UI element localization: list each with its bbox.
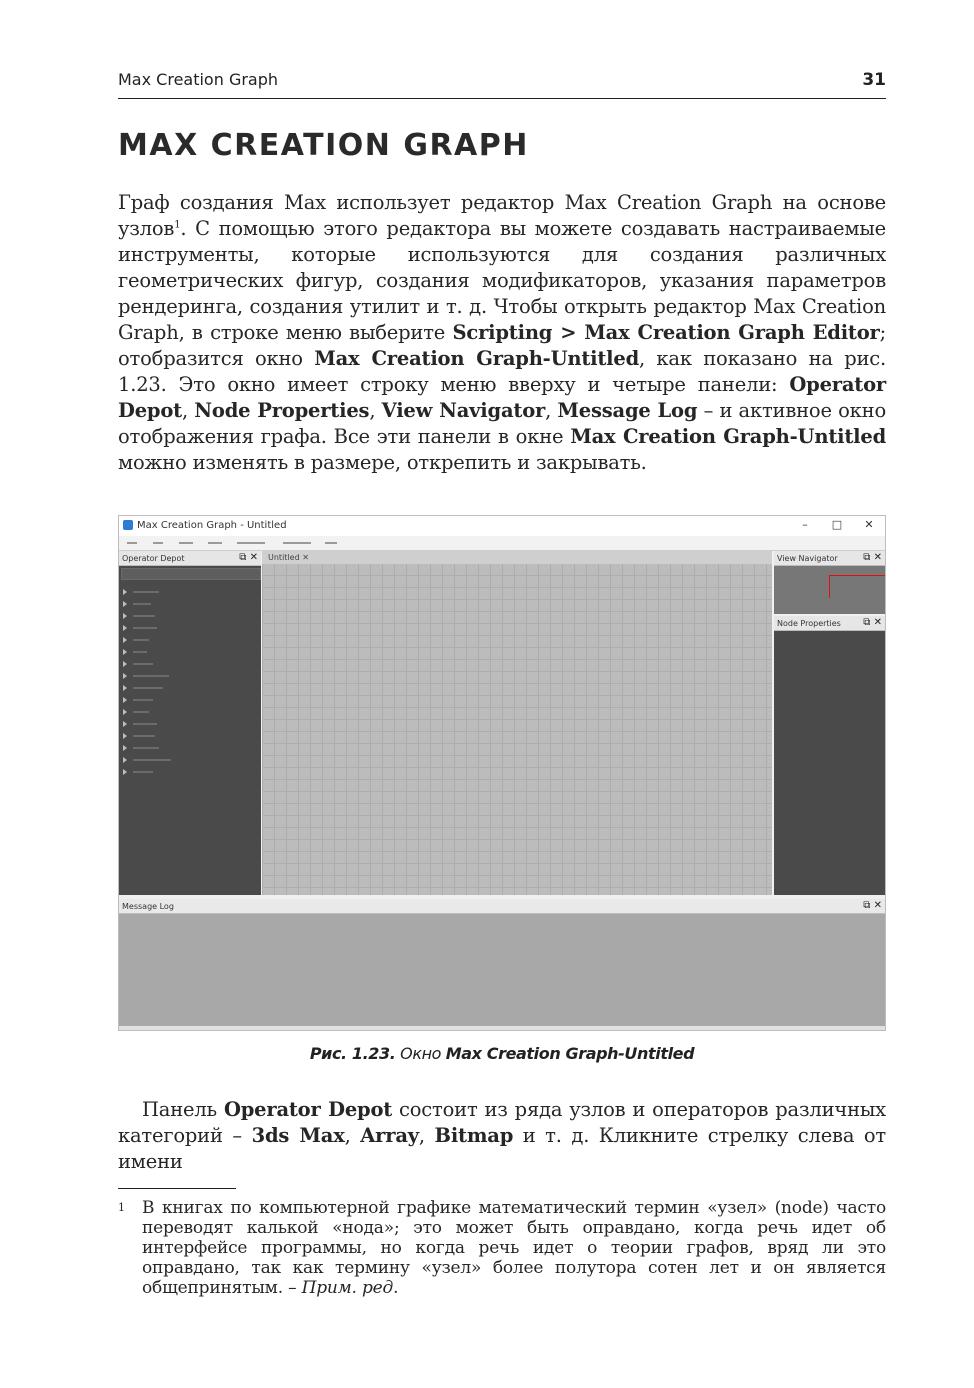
text-run: , как показано на рис. 1.23. Это окно имеет строку меню вверху и четыре панели: xyxy=(118,347,887,396)
operator-depot-panel xyxy=(119,551,261,895)
category-name: 3ds Max xyxy=(251,1124,345,1147)
running-head xyxy=(118,70,886,99)
caption-text: Окно xyxy=(395,1044,446,1063)
menu-path: Scripting > Max Creation Graph Editor xyxy=(452,321,880,344)
footnote-rule xyxy=(118,1188,236,1189)
text-run: Граф создания Max использует редактор Max Creation Graph на основе узлов xyxy=(118,191,886,240)
text-run: и т. д. Кликните стрелку слева от имени xyxy=(118,1124,887,1173)
menu-item[interactable] xyxy=(279,536,305,550)
footnote-ref: 1 xyxy=(174,219,181,231)
panel-buttons[interactable]: ⧉ ✕ xyxy=(863,900,882,911)
panel-name: Message Log xyxy=(557,399,698,422)
panel-buttons[interactable]: ⧉ ✕ xyxy=(863,617,882,628)
panel-buttons[interactable]: ⧉ ✕ xyxy=(863,552,882,563)
panel-title: View Navigator xyxy=(777,554,838,563)
navigator-frame[interactable] xyxy=(829,575,886,598)
panel-name: Node Properties xyxy=(194,399,370,422)
panel-name: View Navigator xyxy=(381,399,546,422)
node-properties-panel xyxy=(774,616,885,895)
tree-item[interactable] xyxy=(123,743,183,753)
tree-item[interactable] xyxy=(123,635,183,645)
section-heading: MAX CREATION GRAPH xyxy=(118,128,529,163)
tree-item[interactable] xyxy=(123,731,183,741)
graph-tab[interactable] xyxy=(262,551,772,564)
panel-title: Node Properties xyxy=(777,619,841,628)
view-navigator-panel xyxy=(774,551,885,614)
footnote xyxy=(118,1198,886,1298)
text-run: ; отобразится окно xyxy=(118,321,886,370)
tree-item[interactable] xyxy=(123,599,183,609)
category-name: Array xyxy=(360,1124,419,1147)
menu-item[interactable] xyxy=(204,536,230,550)
app-icon xyxy=(123,520,133,530)
figure-screenshot xyxy=(118,515,886,1031)
text-run: можно изменять в размере, открепить и закрывать. xyxy=(118,451,647,474)
menu-item[interactable] xyxy=(233,536,259,550)
text-run: , xyxy=(181,399,195,422)
page-number: 31 xyxy=(862,70,886,90)
text-run: состоит из ряда узлов и операторов различных категорий – xyxy=(118,1098,886,1147)
panel-title: Operator Depot xyxy=(122,554,185,563)
panel-header xyxy=(774,616,885,631)
running-title: Max Creation Graph xyxy=(118,70,279,89)
panel-header xyxy=(119,551,261,566)
text-run: , xyxy=(545,399,558,422)
maximize-button[interactable]: □ xyxy=(831,518,843,531)
figure-caption xyxy=(118,1044,886,1063)
caption-label: Рис. 1.23. xyxy=(309,1044,396,1063)
panel-buttons[interactable]: ⧉ ✕ xyxy=(239,552,258,563)
footnote-number: 1 xyxy=(118,1201,125,1214)
graph-canvas[interactable] xyxy=(262,551,772,895)
tree-item[interactable] xyxy=(123,767,183,777)
tree-item[interactable] xyxy=(123,587,183,597)
category-name: Bitmap xyxy=(434,1124,514,1147)
menu-item[interactable] xyxy=(175,536,201,550)
panel-title: Message Log xyxy=(122,902,174,911)
intro-paragraph xyxy=(118,190,886,476)
editor-note: Прим. ред. xyxy=(301,1278,399,1298)
caption-bold: Max Creation Graph-Untitled xyxy=(445,1044,695,1063)
minimize-button[interactable]: – xyxy=(802,518,808,531)
menu-item[interactable] xyxy=(149,536,175,550)
graph-tab-label: Untitled ✕ xyxy=(268,553,309,562)
text-run: Панель xyxy=(142,1098,224,1121)
tree-item[interactable] xyxy=(123,695,183,705)
menu-bar xyxy=(119,536,885,551)
panel-header xyxy=(119,899,885,914)
tree-item[interactable] xyxy=(123,611,183,621)
search-input[interactable] xyxy=(121,568,261,580)
message-log-panel xyxy=(119,899,885,1026)
menu-item[interactable] xyxy=(123,536,149,550)
text-run: . С помощью этого редактора вы можете создавать настраиваемые инструменты, которые используются для создания различных геометрических фигур, создания модификаторов, указания параметров рендеринга, создания утилит и т. д. Чтобы открыть редактор Max Creation Graph, в строке меню выберите xyxy=(118,217,886,344)
tree-item[interactable] xyxy=(123,671,183,681)
tree-item[interactable] xyxy=(123,623,183,633)
text-run: , xyxy=(369,399,382,422)
text-run: – и активное окно отображения графа. Все эти панели в окне xyxy=(118,399,886,448)
text-run: , xyxy=(418,1124,435,1147)
tree-item[interactable] xyxy=(123,683,183,693)
tree-item[interactable] xyxy=(123,707,183,717)
panel-name: Operator Depot xyxy=(223,1098,393,1121)
window-name: Max Creation Graph-Untitled xyxy=(314,347,640,370)
panel-header xyxy=(774,551,885,566)
menu-item[interactable] xyxy=(321,536,347,550)
close-button[interactable]: ✕ xyxy=(864,518,874,531)
tree-item[interactable] xyxy=(123,755,183,765)
panel-name: Operator Depot xyxy=(118,373,886,422)
status-strip xyxy=(119,1026,885,1031)
footnote-body: В книгах по компьютерной графике математический термин «узел» (node) часто переводят калькой «нода»; это может быть оправдано, когда речь идет об интерфейсе программы, но когда речь идет о теории графов, вряд ли это оправдано, так как термину «узел» более полутора сотен лет и он является общепринятым. – xyxy=(142,1198,886,1298)
window-title: Max Creation Graph - Untitled xyxy=(137,520,287,531)
window-titlebar xyxy=(119,516,885,536)
depot-paragraph xyxy=(118,1097,886,1175)
text-run: , xyxy=(344,1124,361,1147)
tree-item[interactable] xyxy=(123,719,183,729)
tree-item[interactable] xyxy=(123,659,183,669)
tree-item[interactable] xyxy=(123,647,183,657)
footnote-text xyxy=(142,1198,886,1298)
window-name: Max Creation Graph-Untitled xyxy=(570,425,886,448)
